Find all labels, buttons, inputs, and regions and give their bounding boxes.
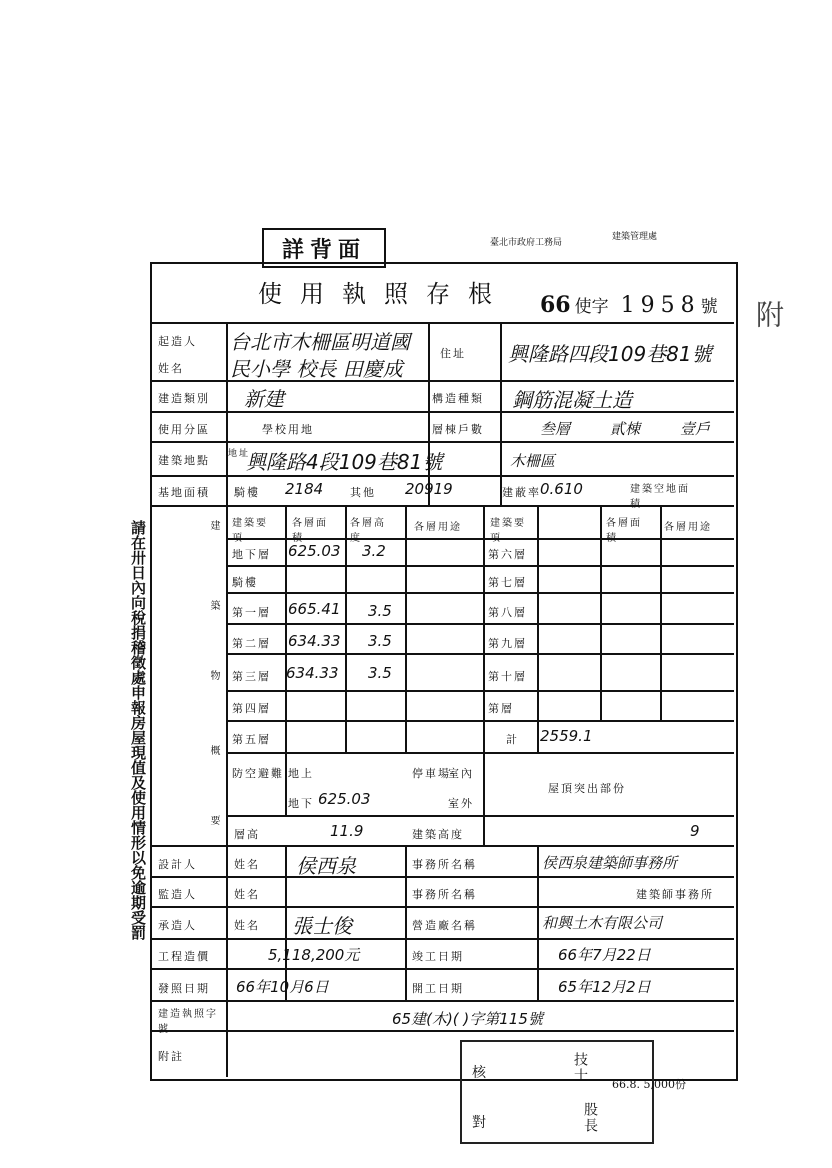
designer-name-label: 姓名 [234,858,260,871]
row-second: 第二層 [232,637,271,650]
cost-label: 工程造價 [158,950,210,963]
zoning-value: 學校用地 [262,423,314,436]
zoning-label: 使用分區 [158,423,210,436]
row-third: 第三層 [232,670,271,683]
floors-label: 層棟戶數 [432,423,484,436]
serial-number: 66 使字 1958號 [540,292,718,318]
print-footer: 66.8. 5,000份 [612,1078,686,1091]
supervisor-name-label: 姓名 [234,888,260,901]
col-use: 各層用途 [414,522,462,533]
building-height-label: 建築高度 [412,828,464,841]
address-label: 住址 [440,347,466,360]
col-area-2: 各層面積 [606,518,642,544]
row-first: 第一層 [232,606,271,619]
office-label: 事務所名稱 [412,858,477,871]
supervisor-office-label: 事務所名稱 [412,888,477,901]
basement-height: 3.2 [362,542,386,560]
basement-area: 625.03 [288,542,341,560]
name-label: 姓名 [158,362,184,375]
row-sixth: 第六層 [488,548,527,561]
row-fourth: 第四層 [232,702,271,715]
permit-label: 建造執照字號 [158,1009,218,1035]
below-value: 625.03 [318,790,371,808]
stamp-b: 對 [472,1115,488,1131]
first-area: 665.41 [288,600,341,618]
side-label-3: 物 [208,670,219,682]
floors-value-1: 叁層 [540,420,571,438]
defense-label: 防空避難 [232,767,284,780]
outdoor-label: 室外 [448,797,474,810]
cost-value: 5,118,200元 [268,946,360,964]
side-label-2: 築 [208,600,219,612]
office-value: 侯西泉建築師事務所 [542,854,678,872]
col-use-2: 各層用途 [664,522,712,533]
factory-label: 營造廠名稱 [412,919,477,932]
stamp-c: 技士 [572,1052,588,1084]
contractor-value: 張士俊 [292,914,352,938]
coverage-value: 0.610 [540,480,583,498]
builder-value-2: 民小學 校長 田慶成 [230,357,403,381]
site-sub-label: 地址 [228,449,251,459]
complete-label: 竣工日期 [412,950,464,963]
stamp-a: 核 [472,1065,488,1081]
col-area: 各層面積 [292,518,328,544]
supervisor-label: 監造人 [158,888,197,901]
other-value: 20919 [405,480,453,498]
margin-left-note: 請在卅日內向稅捐稽徵處申報房屋現值及使用情形以免逾期受罰 [129,520,147,940]
third-area: 634.33 [286,664,339,682]
office-stamp-1: 臺北市政府工務局 [490,238,563,248]
col-item: 建築要項 [232,518,268,544]
site-label: 建築地點 [158,454,210,467]
side-label-1: 建 [208,520,219,532]
col-item-2: 建築要項 [490,518,526,544]
row-generic: 第層 [488,702,514,715]
contractor-label: 承造人 [158,919,197,932]
floors-value-2: 貳棟 [610,420,641,438]
arcade-label: 騎樓 [234,486,260,499]
roof-label: 屋頂突出部份 [548,782,626,795]
floors-value-3: 壹戶 [680,420,711,438]
form-title: 使用執照存根 [258,280,510,308]
approval-stamp [460,1040,654,1144]
row-arcade: 騎樓 [232,576,258,589]
detail-back-stamp: 詳背面 [262,228,386,268]
builder-label: 起造人 [158,335,197,348]
row-fifth: 第五層 [232,733,271,746]
designer-value: 侯西泉 [296,854,356,878]
row-ninth: 第九層 [488,637,527,650]
indoor-label: 室內 [448,767,474,780]
first-height: 3.5 [368,602,392,620]
category-value: 新建 [244,387,284,411]
stamp-d: 股長 [582,1102,598,1134]
row-tenth: 第十層 [488,670,527,683]
site-value: 興隆路4段109巷81號 [246,450,443,474]
row-eighth: 第八層 [488,606,527,619]
category-label: 建造類別 [158,392,210,405]
row-seventh: 第七層 [488,576,527,589]
total-label: 計 [506,733,519,746]
arcade-value: 2184 [285,480,324,498]
structure-value: 鋼筋混凝土造 [512,388,632,412]
designer-label: 設計人 [158,858,197,871]
supervisor-office: 建築師事務所 [636,888,714,901]
second-area: 634.33 [288,632,341,650]
structure-label: 構造種類 [432,392,484,405]
note-label: 附註 [158,1050,184,1063]
above-label: 地上 [288,767,314,780]
building-height-value: 9 [690,822,700,840]
side-label-5: 要 [208,815,219,827]
height-value: 11.9 [330,822,364,840]
contractor-name-label: 姓名 [234,919,260,932]
start-value: 65年12月2日 [558,978,651,996]
margin-right-mark: 附 [752,300,785,368]
office-stamp-2: 建築管理處 [612,232,658,242]
site-lot: 木柵區 [510,452,556,470]
complete-value: 66年7月22日 [558,946,651,964]
issue-value: 66年10月6日 [236,978,329,996]
open-space-label: 建築空地面積 [630,484,690,510]
side-label-4: 概 [208,745,219,757]
permit-value: 65建(木)( )字第115號 [392,1010,543,1028]
second-height: 3.5 [368,632,392,650]
builder-value-1: 台北市木柵區明道國 [230,330,410,354]
factory-value: 和興土木有限公司 [542,914,663,932]
area-label: 基地面積 [158,486,210,499]
below-label: 地下 [288,797,314,810]
row-basement: 地下層 [232,548,271,561]
issue-label: 發照日期 [158,982,210,995]
height-label: 層高 [234,828,260,841]
parking-label: 停車場 [412,767,451,780]
other-label: 其他 [350,486,376,499]
start-label: 開工日期 [412,982,464,995]
col-height: 各層高度 [350,518,386,544]
address-value: 興隆路四段109巷81號 [508,342,712,366]
total-value: 2559.1 [540,727,593,745]
third-height: 3.5 [368,664,392,682]
coverage-label: 建蔽率 [502,486,541,499]
